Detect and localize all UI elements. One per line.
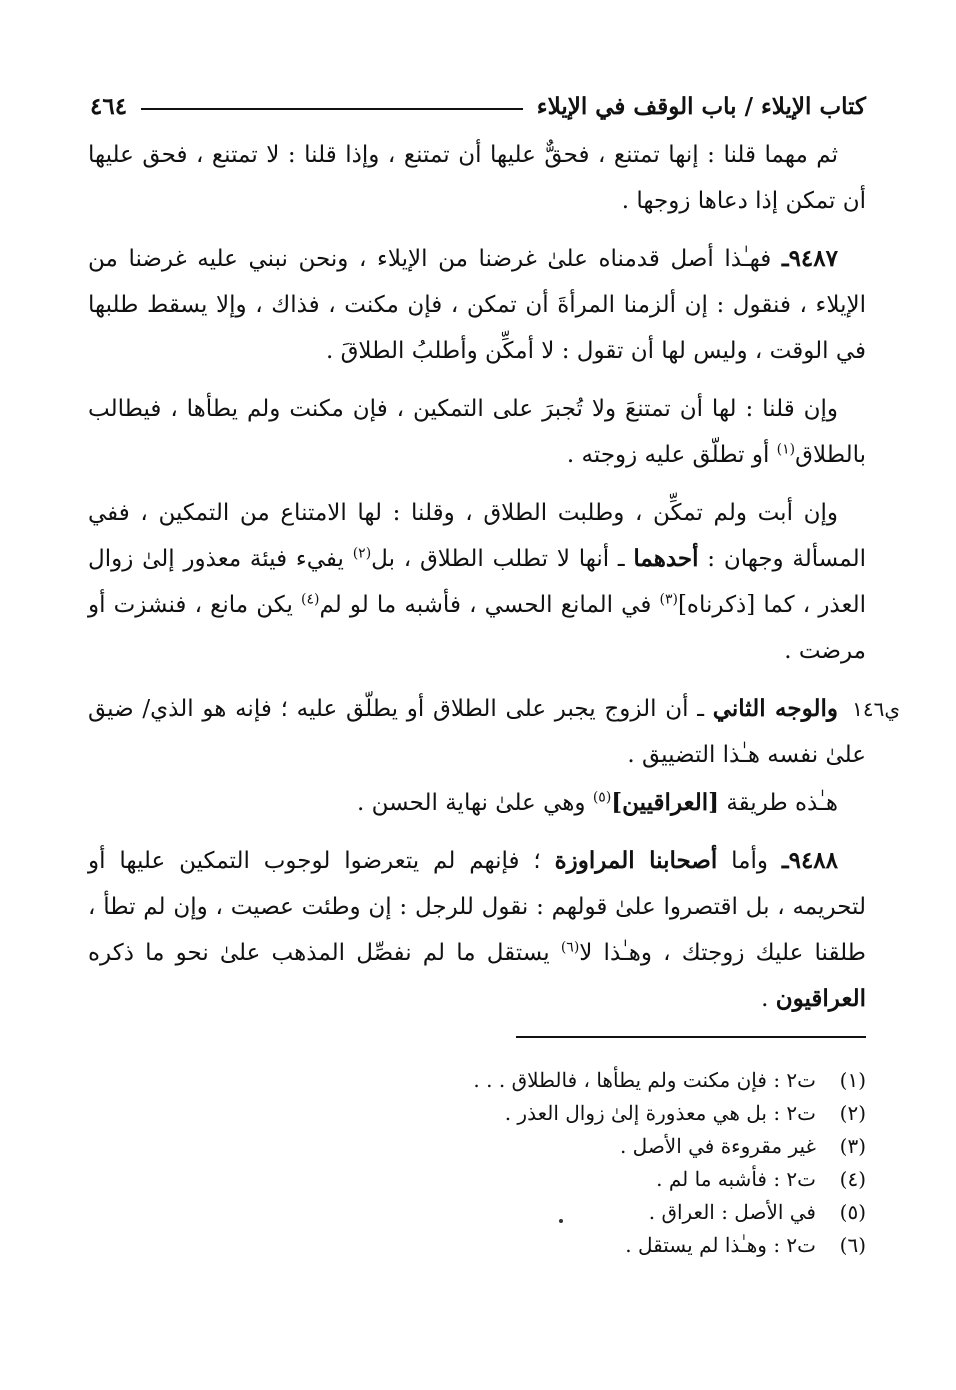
page-number: ٤٦٤ <box>90 93 128 120</box>
bold-term: العراقيون <box>775 985 866 1012</box>
paragraph-9487 <box>88 236 866 374</box>
paragraph-9488 <box>88 838 866 1022</box>
footnote-number: (٣) <box>839 1134 866 1158</box>
footnote-ref-3[interactable]: (٣) <box>659 591 678 608</box>
stray-dot <box>559 1219 563 1223</box>
main-text <box>88 132 900 1034</box>
bold-term: [العراقيين] <box>611 789 720 816</box>
paragraph-text: وهي علىٰ نهاية الحسن . <box>357 790 593 816</box>
paragraph-text: هـٰذه طريقة <box>719 790 838 816</box>
bold-term: أحدهما <box>633 545 699 572</box>
footnote-number: (٦) <box>839 1233 866 1257</box>
issue-number: ٩٤٨٧ـ <box>781 245 838 272</box>
footnote-text: ت٢ : بل هي معذورة إلىٰ زوال العذر . <box>504 1101 816 1125</box>
header-rule <box>141 108 523 110</box>
paragraph <box>88 132 866 224</box>
paragraph <box>88 686 900 778</box>
issue-number: ٩٤٨٨ـ <box>781 847 839 874</box>
footnote-number: (١) <box>839 1068 866 1092</box>
footnote-number: (٢) <box>839 1101 866 1125</box>
paragraph-text: وإن أبت ولم تمكِّن ، وطلبت الطلاق ، وقلنا : لها الامتناع من التمكين ، ففي المسألة وجهان : <box>88 500 866 572</box>
paragraph-text: ـ أنها لا تطلب الطلاق ، بل <box>371 546 634 572</box>
paragraph-text: ثم مهما قلنا : إنها تمتنع ، فحقٌّ عليها أن تمتنع ، وإذا قلنا : لا تمتنع ، فحق عليها أن تمكن إذا دعاها زوجها . <box>88 142 866 214</box>
paragraph-text: ؛ فإنهم لم يتعرضوا لوجوب التمكين عليها أو لتحريمه ، بل اقتصروا علىٰ قولهم : نقول للرجل : إن وطئت عصيت ، وإن لم تطأ ، طلقنا عليك زوجتك ، وهـٰذا لا <box>88 848 866 966</box>
paragraph-text: يكن مانع ، فنشزت أو مرضت . <box>88 592 866 664</box>
paragraph <box>88 386 866 478</box>
paragraph-text: ـ أن الزوج يجبر على الطلاق أو يطلّق عليه ؛ فإنه هو الذي/ ضيق علىٰ نفسه هـٰذا التضييق . <box>88 696 866 768</box>
paragraph-text: يفيء فيئة معذور إلىٰ زوال العذر ، كما [ذكرناه] <box>88 546 866 618</box>
paragraph-text: فهـٰذا أصل قدمناه علىٰ غرضنا من الإيلاء ، ونحن نبني عليه غرضنا من الإيلاء ، فنقول : إن ألزمنا المرأةَ أن تمكن ، فإن مكنت ، فذاك ، وإلا يسقط طلبها في الوقت ، وليس لها أن تقول : لا أمكِّن وأطلبُ الطلاقَ . <box>88 246 866 364</box>
paragraph <box>88 780 866 826</box>
footnote-item <box>300 1097 866 1130</box>
footnote-ref-1[interactable]: (١) <box>776 441 796 458</box>
footnote-number: (٤) <box>839 1167 866 1191</box>
footnote-item <box>300 1163 866 1196</box>
margin-page-reference: ي١٤٦ <box>852 697 900 721</box>
footnote-text: غير مقروءة في الأصل . <box>619 1134 816 1158</box>
footnote-number: (٥) <box>839 1200 866 1224</box>
footnote-text: ت٢ : فإن مكنت ولم يطأها ، فالطلاق . . . <box>473 1068 816 1092</box>
footnote-ref-5[interactable]: (٥) <box>592 789 612 806</box>
paragraph-text: في المانع الحسي ، فأشبه ما لو لم <box>319 592 660 618</box>
paragraph <box>88 490 866 674</box>
paragraph-text: يستقل ما لم نفصِّل المذهب علىٰ نحو ما ذكره <box>88 940 561 966</box>
footnote-ref-2[interactable]: (٢) <box>352 545 372 562</box>
paragraph-text: أو تطلّق عليه زوجته . <box>566 442 777 468</box>
bold-term: والوجه الثاني <box>712 695 838 722</box>
footnote-item <box>300 1229 866 1262</box>
footnote-ref-4[interactable]: (٤) <box>300 591 320 608</box>
running-title: كتاب الإيلاء / باب الوقف في الإيلاء <box>536 93 866 120</box>
footnote-item <box>300 1130 866 1163</box>
paragraph-text: وإن قلنا : لها أن تمتنعَ ولا تُجبرَ على التمكين ، فإن مكنت ولم يطأها ، فيطالب بالطلاق <box>88 396 866 468</box>
running-header <box>90 80 866 120</box>
footnote-ref-6[interactable]: (٦) <box>560 939 580 956</box>
footnote-item <box>300 1196 866 1229</box>
footnote-text: ت٢ : وهـٰذا لم يستقل . <box>625 1233 816 1257</box>
footnotes <box>300 1064 866 1262</box>
paragraph-text: وأما <box>717 848 782 874</box>
footnote-text: ت٢ : فأشبه ما لم . <box>656 1167 816 1191</box>
paragraph-text: . <box>761 986 776 1012</box>
bold-term: أصحابنا المراوزة <box>554 847 718 874</box>
footnote-text: في الأصل : العراق . <box>648 1200 816 1224</box>
footnote-item <box>300 1064 866 1097</box>
footnote-separator <box>516 1036 866 1038</box>
